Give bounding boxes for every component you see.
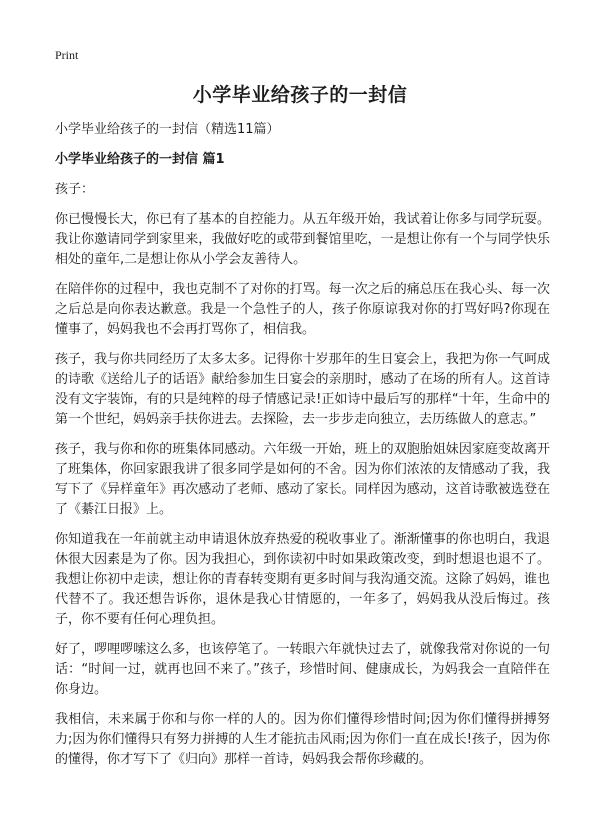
page-title: 小学毕业给孩子的一封信: [192, 84, 408, 106]
paragraph: 孩子，我与你共同经历了太多太多。记得你十岁那年的生日宴会上，我把为你一气呵成的诗歌《送给儿子的话语》献给参加生日宴会的亲朋时，感动了在场的所有人。这首诗没有文字装饰，有的只是纯粹的母子情感记录!正如诗中最后写的那样“十年，生命中的第一个世纪，妈妈亲手扶你进去。去探险，去一步步走向独立，去历练做人的意志。”: [55, 352, 550, 427]
paragraph: 孩子，我与你和你的班集体同感动。六年级一开始，班上的双胞胎姐妹因家庭变故离开了班集体，你回家跟我讲了很多同学是如何的不舍。因为你们浓浓的友情感动了我，我写下了《异样童年》再次感动了老师、感动了家长。同样因为感动，这首诗歌被选登在了《綦江日报》上。: [55, 442, 550, 517]
paragraph: 在陪伴你的过程中，我也克制不了对你的打骂。每一次之后的痛总压在我心头、每一次之后总是向你表达歉意。我是一个急性子的人，孩子你原谅我对你的打骂好吗?你现在懂事了，妈妈我也不会再打骂你了，相信我。: [55, 282, 550, 337]
paragraph: 我相信，未来属于你和与你一样的人的。因为你们懂得珍惜时间;因为你们懂得拼搏努力;因为你们懂得只有努力拼搏的人生才能抗击风雨;因为你们一直在成长!孩子，因为你的懂得，你才写下了《归向》那样一首诗，妈妈我会帮你珍藏的。: [55, 712, 550, 767]
letter-greeting: 孩子：: [55, 182, 95, 197]
document-body: [55, 120, 550, 780]
document-subtitle: 小学毕业给孩子的一封信（精选11篇）: [55, 122, 280, 137]
paragraph: 你已慢慢长大，你已有了基本的自控能力。从五年级开始，我试着让你多与同学玩耍。我让你邀请同学到家里来，我做好吃的或带到餐馆里吃，一是想让你有一个与同学快乐相处的童年,二是想让你从小学会友善待人。: [55, 212, 550, 267]
paragraph: 好了，啰哩啰嗦这么多，也该停笔了。一转眼六年就快过去了，就像我常对你说的一句话：“时间一过，就再也回不来了。”孩子，珍惜时间、健康成长，为妈我会一直陪伴在你身边。: [55, 642, 550, 697]
paragraph: 你知道我在一年前就主动申请退休放弃热爱的税收事业了。渐渐懂事的你也明白，我退休很大因素是为了你。因为我担心，到你读初中时如果政策改变，到时想退也退不了。我想让你初中走读，想让你的青春转变期有更多时间与我沟通交流。这除了妈妈，谁也代替不了。我还想告诉你，退休是我心甘情愿的，一年多了，妈妈我从没后悔过。孩子，你不要有任何心理负担。: [55, 532, 550, 627]
section-heading: 小学毕业给孩子的一封信 篇1: [55, 152, 225, 167]
print-link[interactable]: Print: [55, 48, 79, 62]
